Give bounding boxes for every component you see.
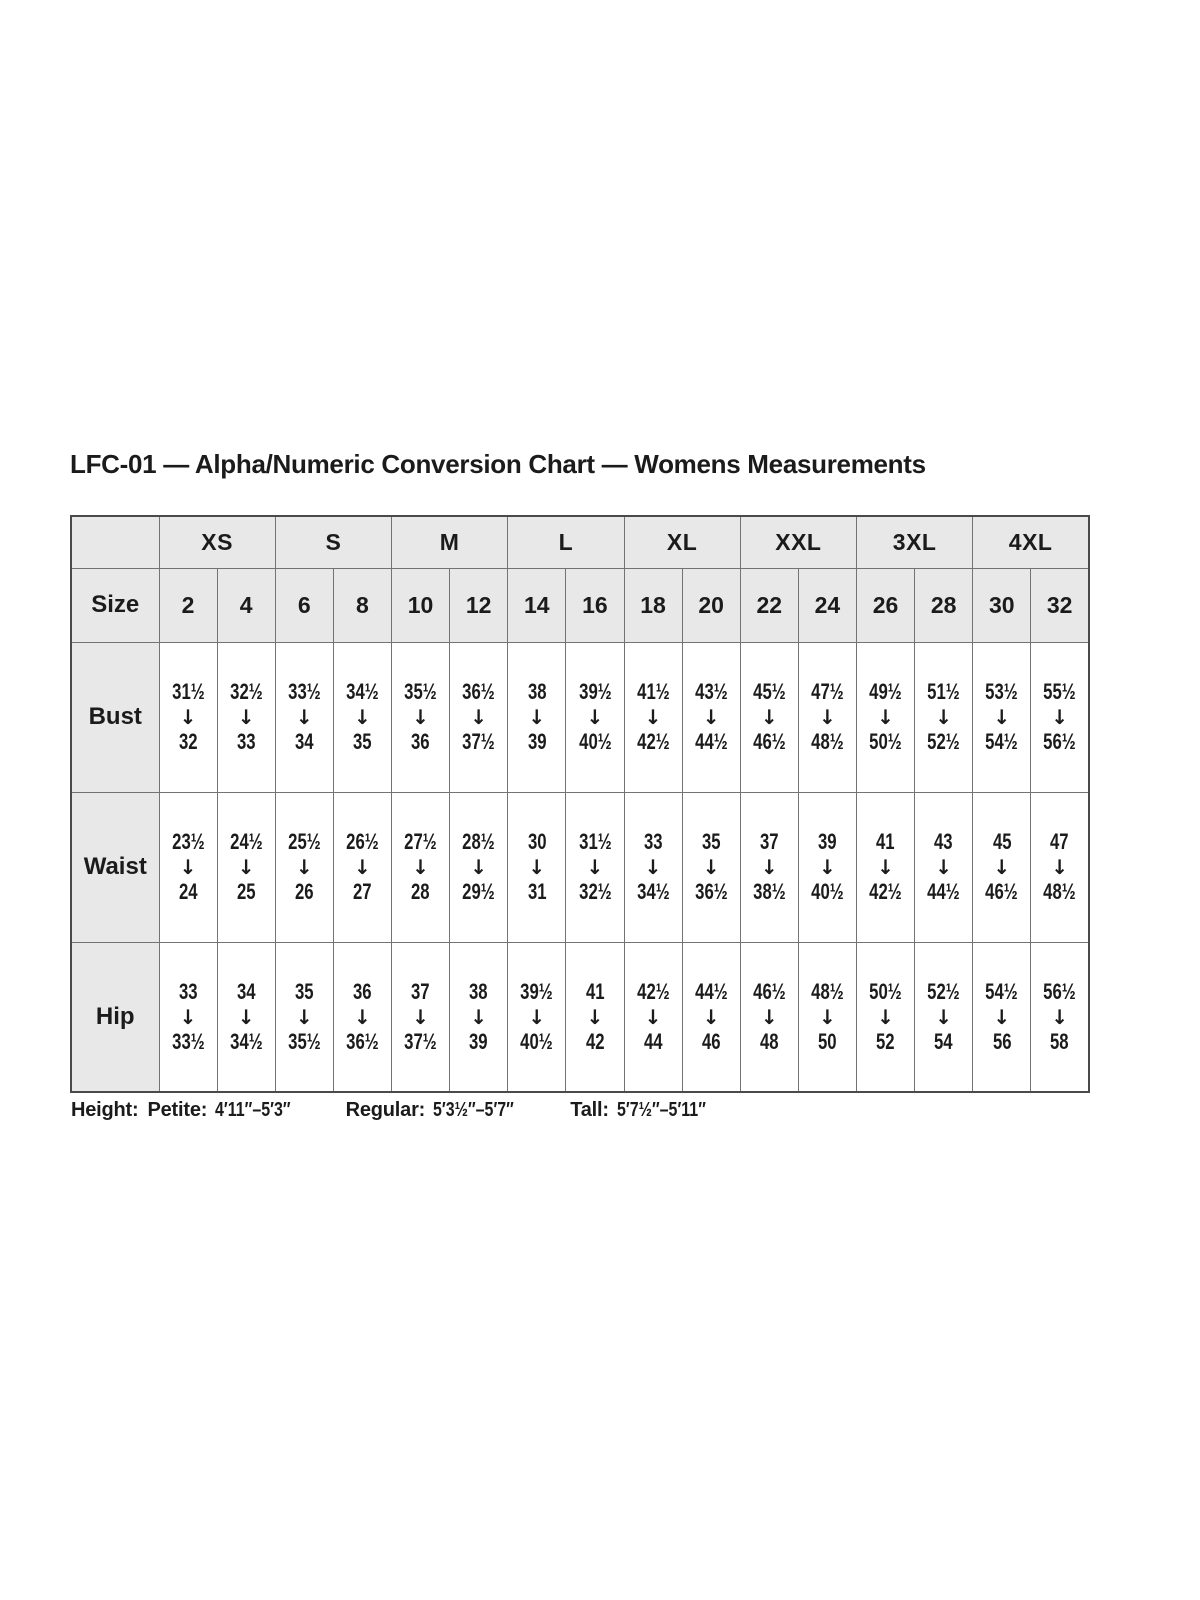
range-to-value: 56 [992, 1028, 1012, 1054]
range-from-value: 33 [643, 828, 663, 854]
height-segment-tall [570, 1099, 728, 1122]
range-from-value: 47 [1050, 828, 1069, 854]
down-arrow-icon: ↓ [412, 855, 429, 879]
down-arrow-icon: ↓ [819, 705, 836, 729]
range-from-value: 39½ [578, 678, 612, 704]
down-arrow-icon: ↓ [354, 1004, 371, 1029]
size-conversion-table-body [71, 516, 1089, 1092]
measurement-range-cell [1031, 942, 1089, 1092]
range-to-value: 40½ [520, 1028, 554, 1054]
down-arrow-icon: ↓ [179, 1004, 197, 1029]
range-to-value: 46½ [985, 879, 1019, 904]
measurement-range [392, 830, 449, 904]
measurement-range [683, 680, 740, 754]
down-arrow-icon: ↓ [702, 1004, 720, 1029]
range-from-value: 54½ [985, 978, 1019, 1004]
measurement-range [218, 830, 275, 904]
down-arrow-icon: ↓ [412, 705, 429, 729]
range-to-value: 29½ [462, 879, 495, 904]
measurement-range [334, 980, 391, 1054]
range-from-value: 31½ [171, 678, 205, 704]
range-from-value: 24½ [229, 828, 263, 854]
range-from-value: 33½ [288, 678, 321, 704]
measurement-range [625, 830, 682, 904]
range-from-value: 35½ [404, 678, 437, 704]
measurement-range-cell [1031, 642, 1089, 792]
range-from-value: 45 [992, 828, 1012, 854]
range-to-value: 27 [353, 879, 372, 904]
down-arrow-icon: ↓ [993, 1004, 1011, 1029]
measurement-range [508, 980, 565, 1054]
down-arrow-icon: ↓ [935, 705, 953, 729]
measurement-range [218, 680, 275, 754]
range-to-value: 46½ [753, 729, 786, 754]
down-arrow-icon: ↓ [354, 705, 371, 729]
measurement-range-cell [973, 792, 1031, 942]
measurement-range-cell [159, 942, 217, 1092]
measurement-range-cell [392, 792, 450, 942]
measurement-range [566, 980, 623, 1054]
petite-value: 4′11″–5′3″ [215, 1099, 291, 1121]
measurement-range-cell [798, 642, 856, 792]
range-from-value: 28½ [462, 828, 495, 854]
range-to-value: 36½ [694, 879, 728, 904]
measurement-range-cell [508, 642, 566, 792]
measurement-range [915, 680, 972, 754]
range-to-value: 24 [178, 879, 198, 904]
range-to-value: 38½ [753, 879, 786, 904]
range-from-value: 38 [527, 678, 547, 704]
down-arrow-icon: ↓ [993, 705, 1011, 729]
range-from-value: 37 [411, 978, 430, 1004]
down-arrow-icon: ↓ [935, 1004, 953, 1029]
measurement-range [857, 980, 914, 1054]
range-to-value: 58 [1050, 1028, 1069, 1054]
down-arrow-icon: ↓ [819, 855, 836, 879]
numeric-size-cell: 20 [682, 568, 740, 642]
numeric-size-cell: 26 [857, 568, 915, 642]
range-to-value: 50 [818, 1028, 837, 1054]
range-from-value: 45½ [753, 678, 786, 704]
down-arrow-icon: ↓ [295, 1004, 313, 1029]
range-from-value: 25½ [288, 828, 321, 854]
measurement-range [392, 980, 449, 1054]
measurement-range [160, 980, 217, 1054]
down-arrow-icon: ↓ [586, 705, 604, 729]
measurement-range [683, 830, 740, 904]
numeric-size-row [71, 568, 1089, 642]
measurement-range [450, 980, 507, 1054]
measurement-range-cell [217, 792, 275, 942]
range-to-value: 37½ [462, 729, 495, 754]
range-to-value: 40½ [811, 879, 844, 904]
numeric-size-cell: 10 [392, 568, 450, 642]
measurement-range-cell [798, 942, 856, 1092]
measurement-range [276, 680, 333, 754]
down-arrow-icon: ↓ [295, 705, 313, 729]
down-arrow-icon: ↓ [935, 855, 953, 879]
down-arrow-icon: ↓ [993, 855, 1011, 879]
down-arrow-icon: ↓ [1051, 855, 1069, 879]
down-arrow-icon: ↓ [760, 705, 778, 729]
measurement-range [857, 680, 914, 754]
down-arrow-icon: ↓ [877, 705, 894, 729]
measurement-range [973, 830, 1030, 904]
down-arrow-icon: ↓ [295, 855, 313, 879]
range-to-value: 56½ [1043, 729, 1076, 754]
measurement-range-cell [333, 642, 391, 792]
measurement-row-label: Hip [71, 942, 159, 1092]
down-arrow-icon: ↓ [644, 705, 662, 729]
range-to-value: 54½ [985, 729, 1019, 754]
measurement-range-cell [275, 792, 333, 942]
alpha-size-cell: 3XL [857, 516, 973, 568]
range-from-value: 32½ [229, 678, 263, 704]
range-to-value: 54 [934, 1028, 953, 1054]
measurement-row-label: Waist [71, 792, 159, 942]
range-to-value: 39 [469, 1028, 488, 1054]
down-arrow-icon: ↓ [1051, 705, 1069, 729]
measurement-range-cell [915, 942, 973, 1092]
measurement-range-cell [973, 642, 1031, 792]
range-from-value: 43½ [694, 678, 728, 704]
down-arrow-icon: ↓ [528, 1004, 546, 1029]
numeric-size-cell: 32 [1031, 568, 1089, 642]
down-arrow-icon: ↓ [470, 705, 488, 729]
range-to-value: 35½ [288, 1028, 321, 1054]
alpha-size-cell: XS [159, 516, 275, 568]
range-from-value: 23½ [171, 828, 205, 854]
measurement-range [1031, 980, 1088, 1054]
down-arrow-icon: ↓ [179, 705, 197, 729]
range-to-value: 40½ [578, 729, 612, 754]
range-from-value: 34 [236, 978, 256, 1004]
alpha-size-cell: XL [624, 516, 740, 568]
measurement-range [915, 830, 972, 904]
measurement-range-cell [275, 942, 333, 1092]
range-to-value: 26 [295, 879, 314, 904]
chart-title: LFC-01 — Alpha/Numeric Conversion Chart — Womens Measurements [70, 449, 926, 479]
range-to-value: 32 [178, 729, 198, 754]
range-to-value: 33½ [171, 1028, 205, 1054]
down-arrow-icon: ↓ [470, 1004, 488, 1029]
range-from-value: 47½ [811, 678, 844, 704]
measurement-range [799, 980, 856, 1054]
measurement-range [160, 830, 217, 904]
range-from-value: 50½ [869, 978, 902, 1004]
measurement-range-cell [450, 642, 508, 792]
measurement-range-cell [566, 792, 624, 942]
down-arrow-icon: ↓ [179, 855, 197, 879]
measurement-range-cell [450, 942, 508, 1092]
range-to-value: 50½ [869, 729, 902, 754]
range-to-value: 48½ [811, 729, 844, 754]
down-arrow-icon: ↓ [644, 855, 662, 879]
measurement-range-cell [682, 642, 740, 792]
range-from-value: 52½ [927, 978, 960, 1004]
tall-label: Tall: [570, 1099, 609, 1121]
range-from-value: 35 [295, 978, 314, 1004]
measurement-range-cell [217, 942, 275, 1092]
measurement-range-cell [740, 642, 798, 792]
measurement-range-cell [857, 792, 915, 942]
range-to-value: 25 [236, 879, 256, 904]
range-to-value: 44½ [927, 879, 960, 904]
measurement-range [334, 680, 391, 754]
measurement-range [1031, 830, 1088, 904]
alpha-size-row [71, 516, 1089, 568]
down-arrow-icon: ↓ [354, 855, 371, 879]
down-arrow-icon: ↓ [877, 855, 894, 879]
range-to-value: 36½ [346, 1028, 379, 1054]
range-from-value: 44½ [694, 978, 728, 1004]
range-to-value: 52½ [927, 729, 960, 754]
range-from-value: 30 [527, 828, 547, 854]
measurement-range [973, 980, 1030, 1054]
numeric-size-cell: 12 [450, 568, 508, 642]
down-arrow-icon: ↓ [528, 855, 546, 879]
measurement-range [915, 980, 972, 1054]
measurement-range [566, 680, 623, 754]
measurement-range-cell [392, 642, 450, 792]
range-from-value: 42½ [636, 978, 670, 1004]
range-to-value: 44 [643, 1028, 663, 1054]
measurement-range [508, 830, 565, 904]
numeric-size-cell: 14 [508, 568, 566, 642]
measurement-range-cell [740, 942, 798, 1092]
range-from-value: 37 [760, 828, 779, 854]
range-from-value: 51½ [927, 678, 960, 704]
range-from-value: 31½ [578, 828, 612, 854]
measurement-range [508, 680, 565, 754]
range-from-value: 35 [701, 828, 721, 854]
size-row-label: Size [71, 568, 159, 642]
height-label: Height: [71, 1099, 139, 1121]
range-from-value: 38 [469, 978, 488, 1004]
measurement-range [450, 680, 507, 754]
measurement-range-cell [217, 642, 275, 792]
down-arrow-icon: ↓ [412, 1004, 429, 1029]
measurement-range [625, 680, 682, 754]
height-segment-regular [346, 1099, 535, 1122]
range-from-value: 36 [353, 978, 372, 1004]
numeric-size-cell: 28 [915, 568, 973, 642]
measurement-range-cell [682, 942, 740, 1092]
range-from-value: 55½ [1043, 678, 1076, 704]
numeric-size-cell: 30 [973, 568, 1031, 642]
measurement-range [160, 680, 217, 754]
measurement-row-waist [71, 792, 1089, 942]
down-arrow-icon: ↓ [237, 855, 255, 879]
numeric-size-cell: 16 [566, 568, 624, 642]
down-arrow-icon: ↓ [760, 1004, 778, 1029]
range-to-value: 48 [760, 1028, 779, 1054]
range-from-value: 49½ [869, 678, 902, 704]
petite-label: Petite: [147, 1099, 208, 1121]
down-arrow-icon: ↓ [819, 1004, 836, 1029]
measurement-range-cell [624, 642, 682, 792]
measurement-range-cell [682, 792, 740, 942]
alpha-size-cell: L [508, 516, 624, 568]
measurement-range [741, 830, 798, 904]
measurement-range-cell [973, 942, 1031, 1092]
range-from-value: 34½ [346, 678, 379, 704]
numeric-size-cell: 8 [333, 568, 391, 642]
range-to-value: 42½ [869, 879, 902, 904]
measurement-range-cell [857, 642, 915, 792]
numeric-size-cell: 6 [275, 568, 333, 642]
range-to-value: 28 [411, 879, 430, 904]
range-to-value: 34½ [636, 879, 670, 904]
range-to-value: 37½ [404, 1028, 437, 1054]
range-from-value: 41½ [636, 678, 670, 704]
measurement-range-cell [450, 792, 508, 942]
measurement-range [566, 830, 623, 904]
regular-label: Regular: [345, 1099, 426, 1121]
measurement-range [799, 680, 856, 754]
measurement-range-cell [275, 642, 333, 792]
regular-value: 5′3½″–5′7″ [433, 1099, 514, 1121]
measurement-range [276, 980, 333, 1054]
measurement-range [857, 830, 914, 904]
measurement-range-cell [566, 642, 624, 792]
range-to-value: 36 [411, 729, 430, 754]
range-from-value: 36½ [462, 678, 495, 704]
alpha-size-cell: 4XL [973, 516, 1089, 568]
measurement-range-cell [1031, 792, 1089, 942]
down-arrow-icon: ↓ [644, 1004, 662, 1029]
tall-value: 5′7½″–5′11″ [616, 1099, 706, 1121]
range-from-value: 43 [934, 828, 953, 854]
range-to-value: 34½ [229, 1028, 263, 1054]
size-conversion-table [70, 515, 1090, 1093]
range-to-value: 52 [876, 1028, 895, 1054]
measurement-row-bust [71, 642, 1089, 792]
down-arrow-icon: ↓ [237, 1004, 255, 1029]
measurement-range [450, 830, 507, 904]
range-to-value: 32½ [578, 879, 612, 904]
alpha-size-cell: S [275, 516, 391, 568]
measurement-row-label: Bust [71, 642, 159, 792]
range-from-value: 53½ [985, 678, 1019, 704]
down-arrow-icon: ↓ [1051, 1004, 1069, 1029]
measurement-range-cell [915, 642, 973, 792]
range-from-value: 46½ [753, 978, 786, 1004]
range-to-value: 48½ [1043, 879, 1076, 904]
range-from-value: 26½ [346, 828, 379, 854]
down-arrow-icon: ↓ [702, 855, 720, 879]
measurement-range [625, 980, 682, 1054]
measurement-range-cell [740, 792, 798, 942]
numeric-size-cell: 18 [624, 568, 682, 642]
measurement-range-cell [915, 792, 973, 942]
range-to-value: 44½ [694, 729, 728, 754]
measurement-range-cell [857, 942, 915, 1092]
down-arrow-icon: ↓ [702, 705, 720, 729]
measurement-range [973, 680, 1030, 754]
range-from-value: 27½ [404, 828, 437, 854]
down-arrow-icon: ↓ [528, 705, 546, 729]
down-arrow-icon: ↓ [237, 705, 255, 729]
range-to-value: 42 [585, 1028, 605, 1054]
range-from-value: 39 [818, 828, 837, 854]
measurement-range-cell [624, 942, 682, 1092]
down-arrow-icon: ↓ [470, 855, 488, 879]
height-note [71, 1099, 728, 1122]
range-to-value: 46 [701, 1028, 721, 1054]
measurement-range-cell [508, 942, 566, 1092]
measurement-range [392, 680, 449, 754]
range-to-value: 39 [527, 729, 547, 754]
measurement-range [741, 680, 798, 754]
measurement-range-cell [333, 942, 391, 1092]
range-from-value: 41 [585, 978, 605, 1004]
measurement-range-cell [508, 792, 566, 942]
measurement-range [334, 830, 391, 904]
range-from-value: 56½ [1043, 978, 1076, 1004]
numeric-size-cell: 22 [740, 568, 798, 642]
measurement-range-cell [159, 642, 217, 792]
numeric-size-cell: 4 [217, 568, 275, 642]
range-to-value: 34 [295, 729, 314, 754]
range-to-value: 42½ [636, 729, 670, 754]
range-from-value: 41 [876, 828, 895, 854]
range-to-value: 35 [353, 729, 372, 754]
alpha-size-cell: XXL [740, 516, 856, 568]
measurement-range-cell [624, 792, 682, 942]
down-arrow-icon: ↓ [586, 1004, 604, 1029]
measurement-range [741, 980, 798, 1054]
measurement-row-hip [71, 942, 1089, 1092]
numeric-size-cell: 2 [159, 568, 217, 642]
measurement-range [683, 980, 740, 1054]
measurement-range [799, 830, 856, 904]
measurement-range [218, 980, 275, 1054]
measurement-range-cell [566, 942, 624, 1092]
down-arrow-icon: ↓ [760, 855, 778, 879]
range-to-value: 31 [527, 879, 547, 904]
measurement-range-cell [798, 792, 856, 942]
measurement-range-cell [159, 792, 217, 942]
height-segment-petite [147, 1099, 309, 1122]
range-from-value: 48½ [811, 978, 844, 1004]
range-to-value: 33 [236, 729, 256, 754]
measurement-range-cell [392, 942, 450, 1092]
numeric-size-cell: 24 [798, 568, 856, 642]
down-arrow-icon: ↓ [877, 1004, 894, 1029]
corner-cell [71, 516, 159, 568]
measurement-range [276, 830, 333, 904]
range-from-value: 33 [178, 978, 198, 1004]
measurement-range-cell [333, 792, 391, 942]
down-arrow-icon: ↓ [586, 855, 604, 879]
measurement-range [1031, 680, 1088, 754]
range-from-value: 39½ [520, 978, 554, 1004]
alpha-size-cell: M [392, 516, 508, 568]
